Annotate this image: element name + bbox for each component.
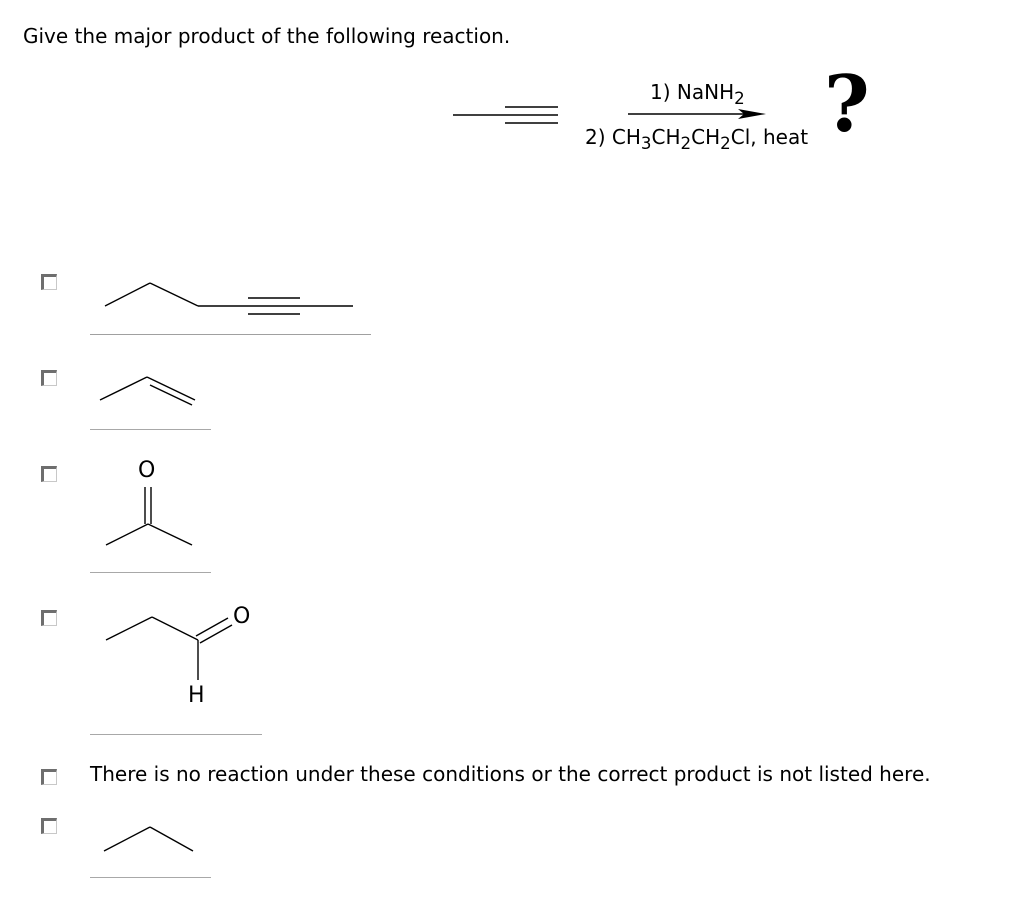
option-3-oxygen-label: O [138,458,156,483]
option-1-separator [90,334,371,335]
option-4-oxygen-label: O [233,604,251,629]
option-4-structure [106,617,232,680]
option-3-structure [106,487,192,545]
option-4-hydrogen-label: H [188,683,205,708]
option-1-checkbox[interactable] [41,274,57,290]
option-6-separator [90,877,211,878]
unknown-product-mark: ? [824,59,870,150]
option-5-checkbox[interactable] [41,769,57,785]
option-6-checkbox[interactable] [41,818,57,834]
option-5-text: There is no reaction under these conditions or the correct product is not listed here. [90,762,931,786]
reaction-scheme [0,0,1024,200]
option-2-checkbox[interactable] [41,370,57,386]
option-3-separator [90,572,211,573]
option-6-structure [104,827,193,851]
option-4-checkbox[interactable] [41,610,57,626]
option-3-checkbox[interactable] [41,466,57,482]
reagent-step-1: 1) NaNH$_2$ [650,80,745,108]
option-2-structure [100,377,195,405]
reagent-step-2: 2) $CH_3CH_2CH_2Cl$, heat [585,125,809,153]
option-4-separator [90,734,262,735]
question-prompt: Give the major product of the following reaction. [23,24,511,48]
option-2-separator [90,429,211,430]
option-1-structure [105,283,353,314]
